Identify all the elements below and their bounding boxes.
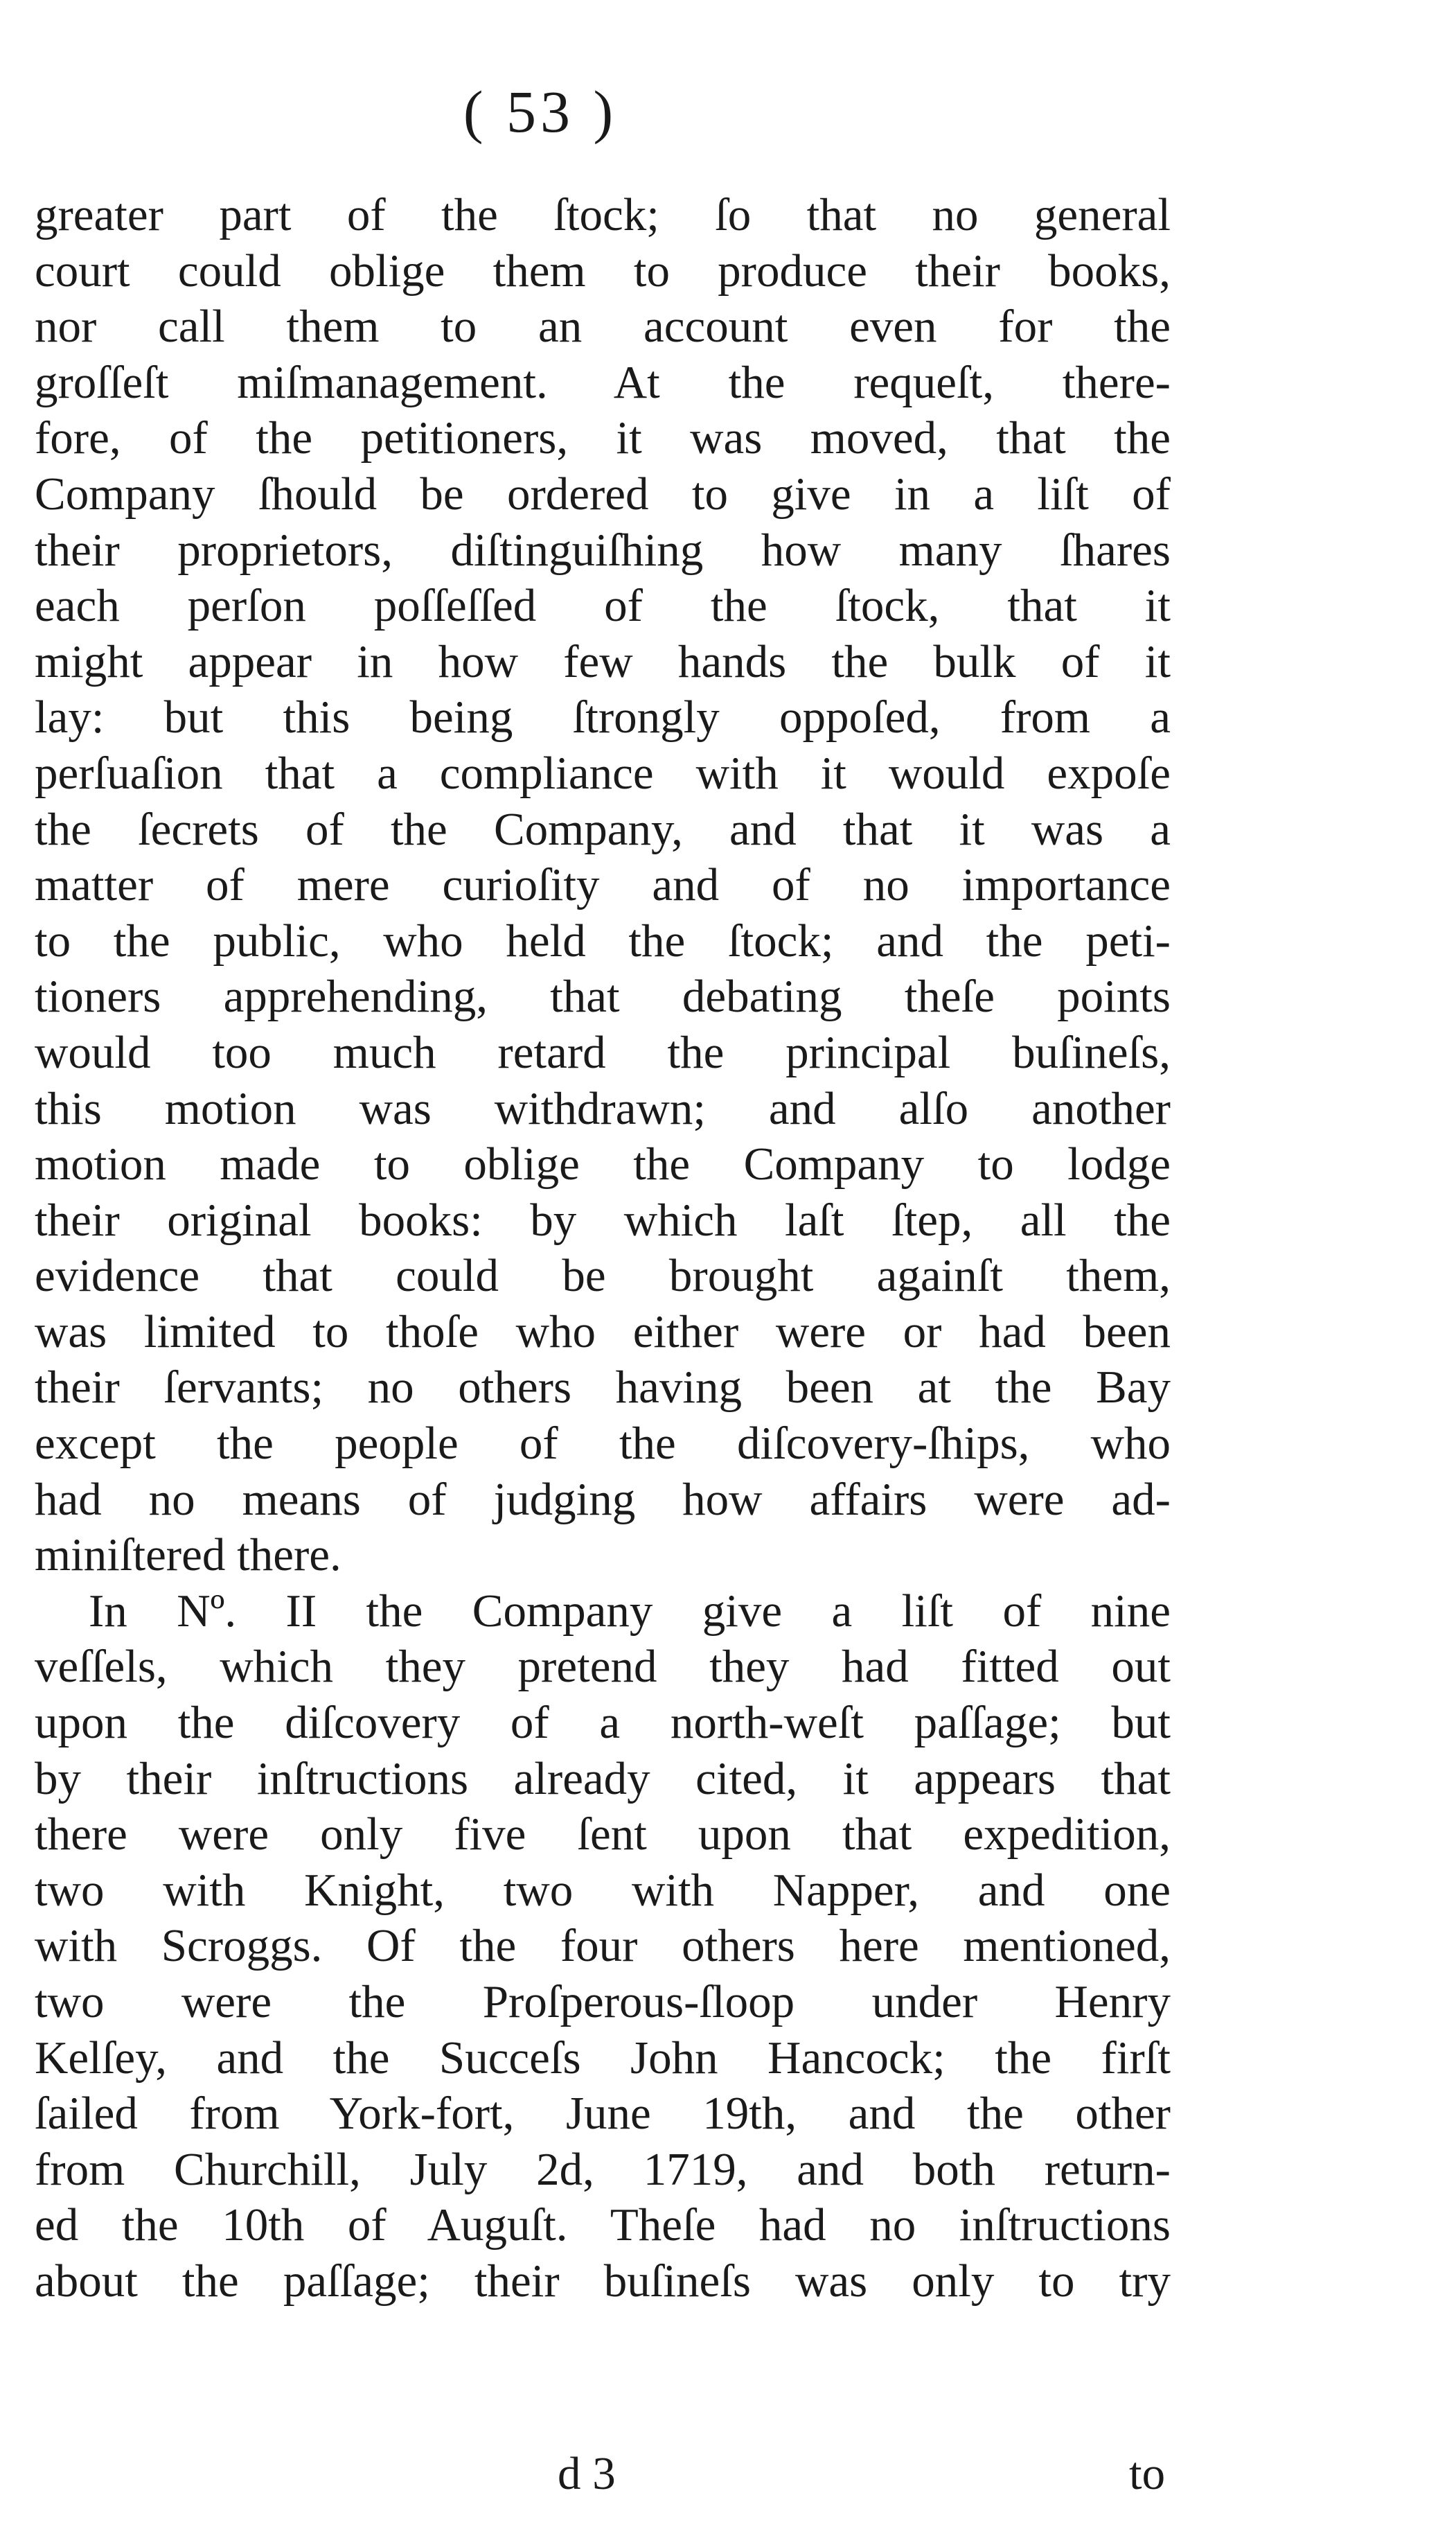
text-line: this motion was withdrawn; and alſo another xyxy=(35,1082,1171,1134)
text-line: ed the 10th of Auguſt. Theſe had no inſtructions xyxy=(35,2199,1171,2251)
body-text xyxy=(35,187,1171,2309)
text-line: their ſervants; no others having been at the Bay xyxy=(35,1362,1171,1414)
text-line: was limited to thoſe who either were or had been xyxy=(35,1305,1171,1357)
text-line: court could oblige them to produce their books, xyxy=(35,245,1171,297)
text-line: with Scroggs. Of the four others here mentioned, xyxy=(35,1920,1171,1972)
text-line: fore, of the petitioners, it was moved, that the xyxy=(35,412,1171,464)
text-line: tioners apprehending, that debating theſe points xyxy=(35,971,1171,1023)
text-line: lay: but this being ſtrongly oppoſed, from a xyxy=(35,692,1171,743)
text-line: Company ſhould be ordered to give in a liſt of xyxy=(35,468,1171,520)
text-line: each perſon poſſeſſed of the ſtock, that it xyxy=(35,580,1171,632)
text-line: nor call them to an account even for the xyxy=(35,301,1171,353)
text-line: veſſels, which they pretend they had fitted out xyxy=(35,1641,1171,1693)
text-line: might appear in how few hands the bulk of it xyxy=(35,635,1171,687)
text-line: two were the Proſperous-ſloop under Henry xyxy=(35,1976,1171,2027)
text-line: their proprietors, diſtinguiſhing how many ſhares xyxy=(35,524,1171,576)
page-footer xyxy=(0,2442,1456,2505)
text-line: from Churchill, July 2d, 1719, and both return- xyxy=(35,2143,1171,2195)
text-line: would too much retard the principal buſineſs, xyxy=(35,1026,1171,1078)
text-line: except the people of the diſcovery-ſhips, who xyxy=(35,1418,1171,1470)
text-line: upon the diſcovery of a north-weſt paſſage; but xyxy=(35,1697,1171,1749)
text-line: there were only five ſent upon that expedition, xyxy=(35,1808,1171,1860)
text-line: groſſeſt miſmanagement. At the requeſt, there- xyxy=(35,356,1171,408)
text-line: perſuaſion that a compliance with it would expoſe xyxy=(35,747,1171,799)
text-line: evidence that could be brought againſt them, xyxy=(35,1250,1171,1302)
text-line: greater part of the ſtock; ſo that no general xyxy=(35,189,1171,240)
paragraph-first-line: In Nº. II the Company give a liſt of nine xyxy=(89,1585,1171,1637)
text-line: two with Knight, two with Napper, and one xyxy=(35,1864,1171,1916)
signature-mark: d 3 xyxy=(558,2448,616,2499)
text-line: the ſecrets of the Company, and that it was a xyxy=(35,803,1171,855)
text-line: Kelſey, and the Succeſs John Hancock; the firſt xyxy=(35,2032,1171,2084)
text-line: ſailed from York-fort, June 19th, and the other xyxy=(35,2088,1171,2140)
catchword: to xyxy=(1129,2448,1166,2499)
text-line: had no means of judging how affairs were ad- xyxy=(35,1473,1171,1525)
text-line: matter of mere curioſity and of no importance xyxy=(35,859,1171,911)
paragraph-last-line: miniſtered there. xyxy=(35,1529,341,1581)
text-line: motion made to oblige the Company to lodge xyxy=(35,1138,1171,1190)
text-line: to the public, who held the ſtock; and the peti- xyxy=(35,915,1171,967)
text-line: about the paſſage; their buſineſs was only to try xyxy=(35,2255,1171,2307)
text-line: their original books: by which laſt ſtep, all the xyxy=(35,1194,1171,1246)
page-number: ( 53 ) xyxy=(463,78,618,145)
text-line: by their inſtructions already cited, it appears that xyxy=(35,1752,1171,1804)
